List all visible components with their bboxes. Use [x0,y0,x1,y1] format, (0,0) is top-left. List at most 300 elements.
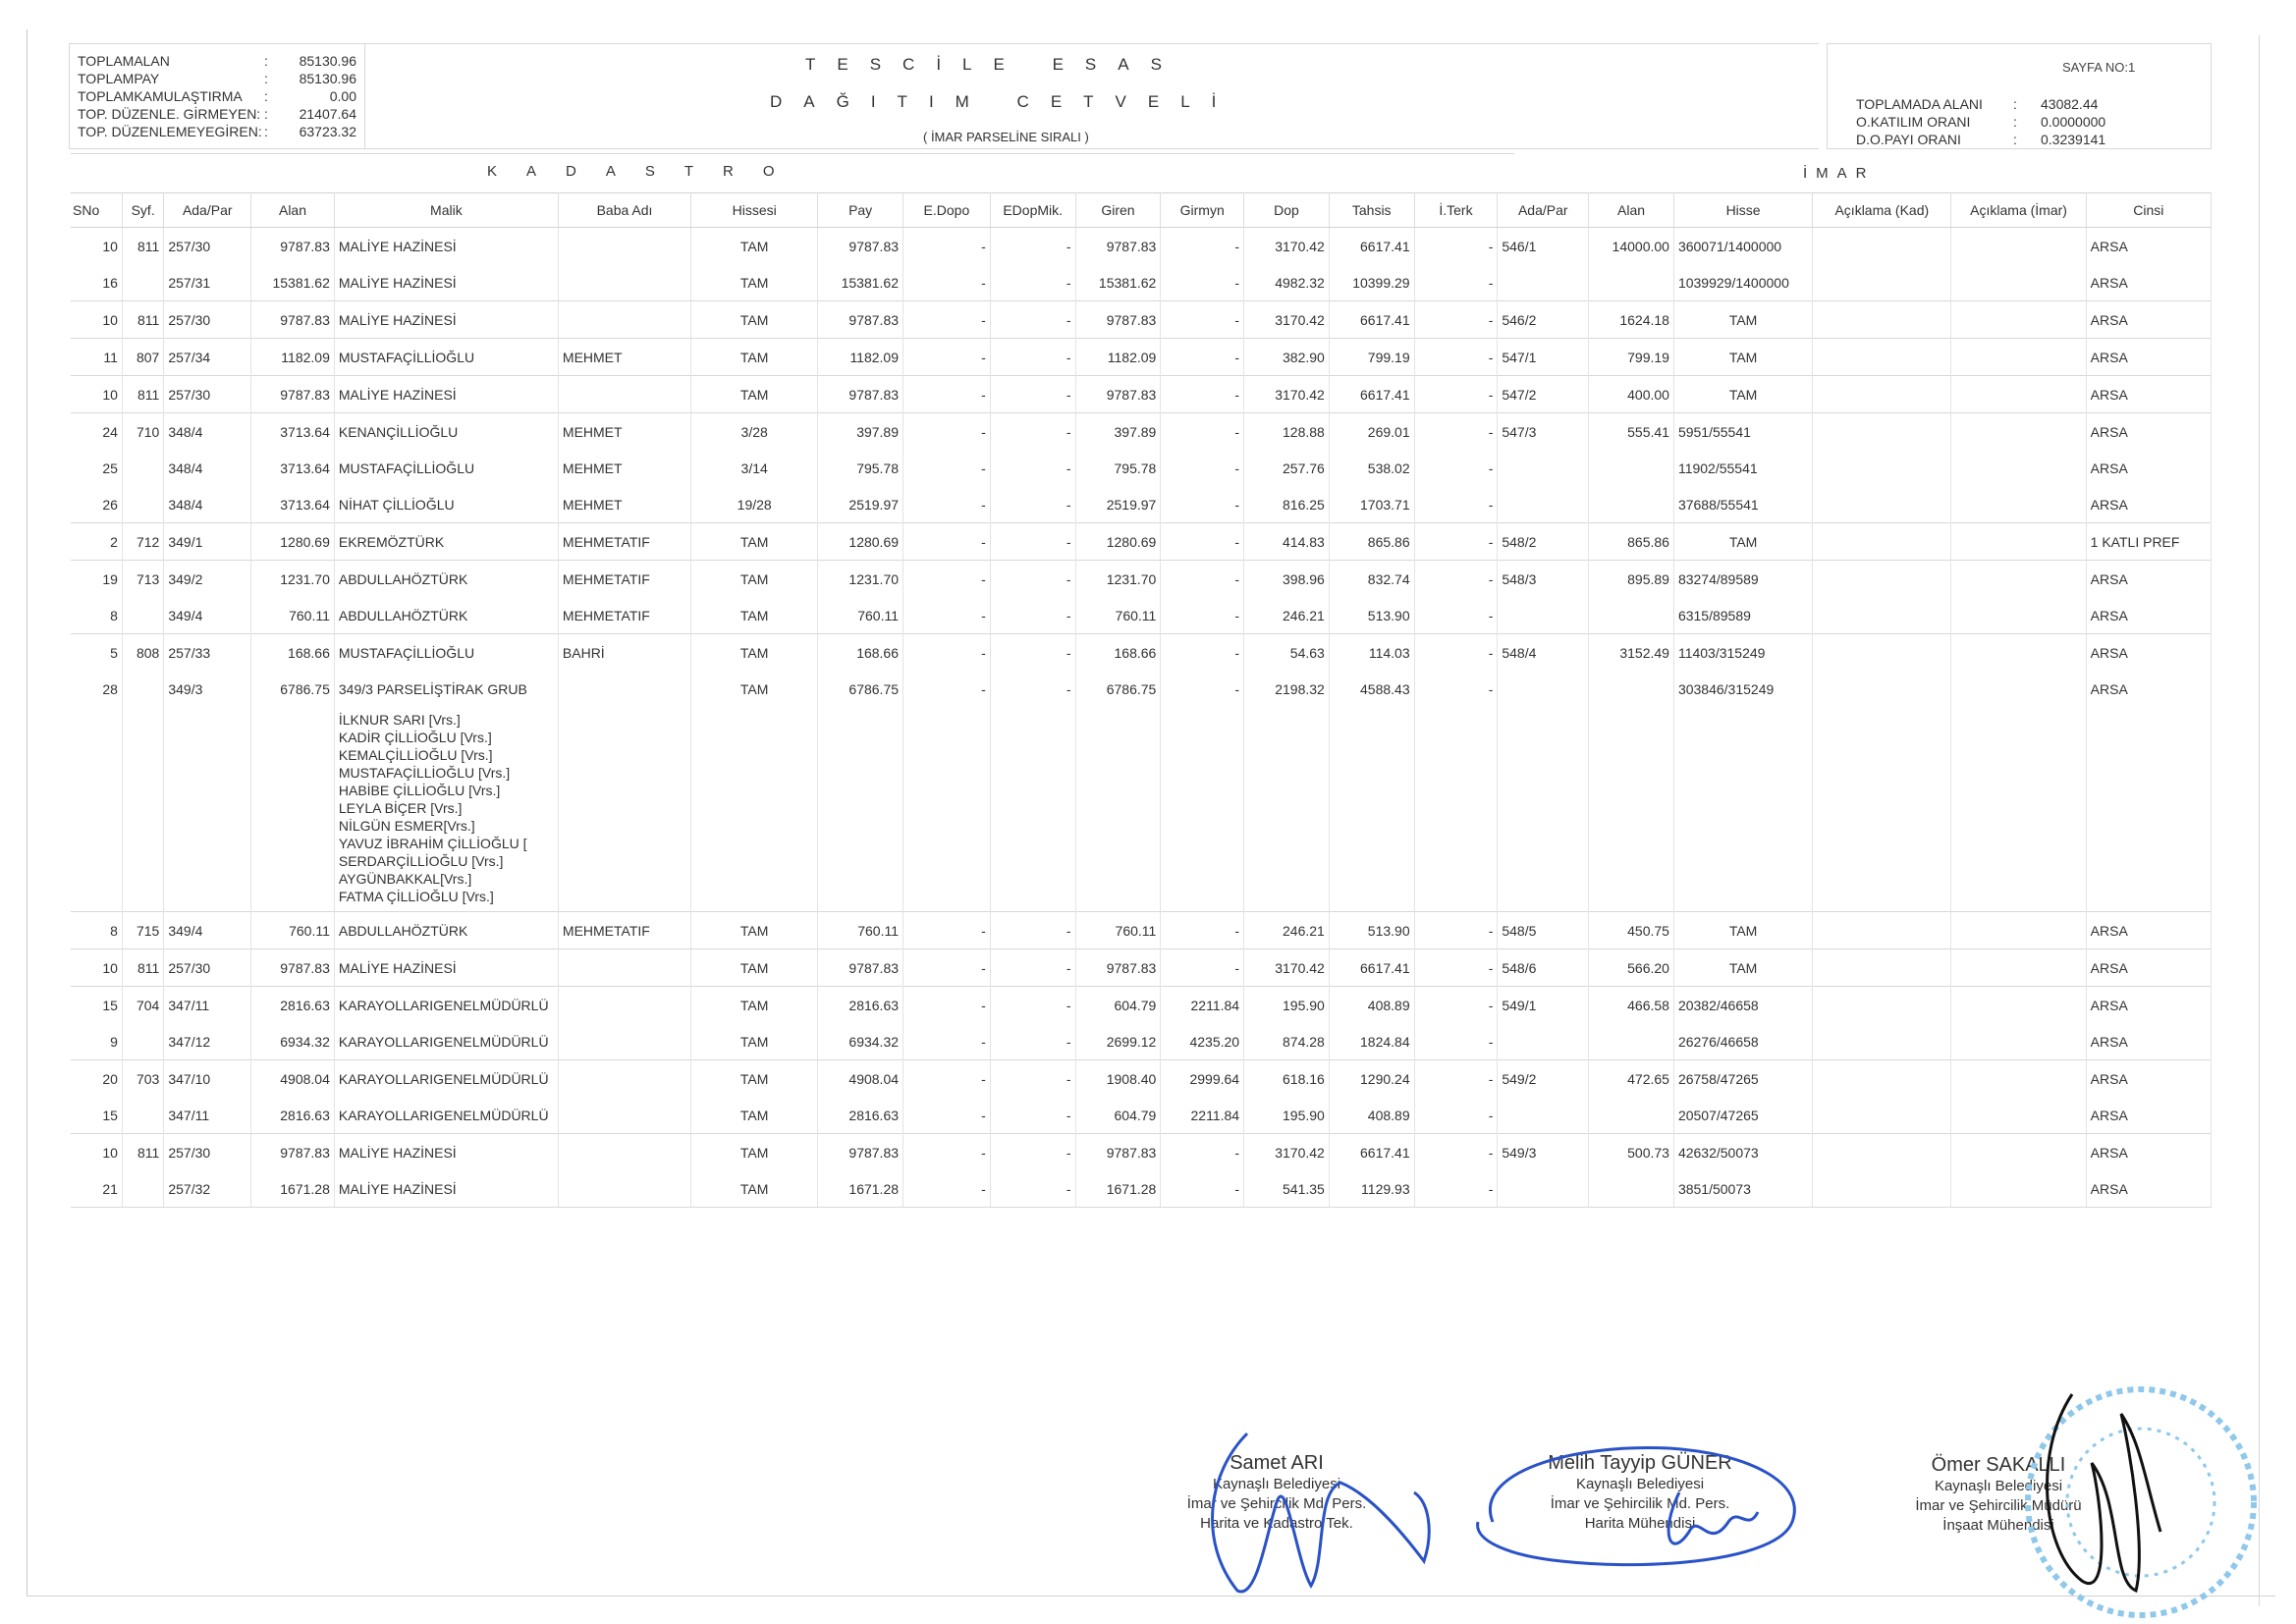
cell-hissesi: TAM [691,523,818,561]
cell-girmyn: - [1161,912,1244,949]
cell-edopmik: - [990,949,1075,987]
cell-alan: 9787.83 [251,949,335,987]
cell-baba: MEHMETATIF [558,597,690,634]
cell-baba [558,1170,690,1208]
column-header: SNo [71,193,122,228]
signer-title-line: Harita Mühendisi [1584,1515,1696,1532]
empty-cell [71,707,122,912]
cell-baba: MEHMETATIF [558,523,690,561]
cell-iadapar: 549/3 [1498,1134,1589,1171]
cell-ialan: 865.86 [1589,523,1674,561]
signer-title-line: İmar ve Şehircilik Md. Pers. [1550,1495,1730,1512]
cell-acik-kad [1813,1134,1951,1171]
cell-dop: 398.96 [1244,561,1330,598]
cell-hisse: 360071/1400000 [1673,228,1812,265]
cell-tahsis: 6617.41 [1329,949,1414,987]
cell-edopmik: - [990,912,1075,949]
cell-alan: 3713.64 [251,413,335,451]
table-row [71,264,2212,301]
cell-cinsi: ARSA [2086,561,2211,598]
table-row [71,450,2212,486]
cell-dop: 2198.32 [1244,671,1330,707]
column-header: Hissesi [691,193,818,228]
cell-girmyn: - [1161,264,1244,301]
cell-edopmik: - [990,339,1075,376]
cell-acik-kad [1813,523,1951,561]
colon: : [2013,132,2017,147]
table-row [71,671,2212,707]
table-row [71,339,2212,376]
cell-pay: 9787.83 [818,949,903,987]
cell-giren: 9787.83 [1075,1134,1161,1171]
cell-hissesi: TAM [691,1097,818,1134]
empty-cell [1161,707,1244,912]
cell-baba: MEHMET [558,450,690,486]
cell-baba [558,1097,690,1134]
empty-cell [164,707,251,912]
cell-dop: 816.25 [1244,486,1330,523]
cell-hissesi: TAM [691,987,818,1024]
cell-dop: 3170.42 [1244,228,1330,265]
cell-syf: 811 [122,376,163,413]
cell-pay: 1231.70 [818,561,903,598]
cell-cinsi: 1 KATLI PREF [2086,523,2211,561]
cell-adapar: 257/33 [164,634,251,672]
cell-acik-imar [1951,228,2086,265]
cell-girmyn: - [1161,949,1244,987]
heir-item: KADİR ÇİLLİOĞLU [Vrs.] [338,730,492,745]
cell-syf: 712 [122,523,163,561]
cell-syf [122,1023,163,1060]
totals-label: TOP. DÜZENLE. GİRMEYEN: [78,106,261,122]
cell-hissesi: TAM [691,912,818,949]
cell-hisse: 20507/47265 [1673,1097,1812,1134]
cell-iterk: - [1414,523,1498,561]
cell-hissesi: TAM [691,949,818,987]
page-number: SAYFA NO:1 [2062,60,2136,75]
ratio-value: 43082.44 [2041,96,2099,112]
cell-edopo: - [903,987,991,1024]
cell-giren: 6786.75 [1075,671,1161,707]
cell-iterk: - [1414,671,1498,707]
cell-syf: 808 [122,634,163,672]
cell-pay: 4908.04 [818,1060,903,1098]
ratio-label: O.KATILIM ORANI [1856,114,1971,130]
cell-hissesi: TAM [691,597,818,634]
cell-giren: 1908.40 [1075,1060,1161,1098]
totals-value: 85130.96 [299,71,356,86]
cell-sno: 19 [71,561,122,598]
cell-edopmik: - [990,1134,1075,1171]
cell-giren: 15381.62 [1075,264,1161,301]
cell-acik-imar [1951,301,2086,339]
table-row [71,912,2212,949]
cell-dop: 3170.42 [1244,376,1330,413]
cell-edopo: - [903,1023,991,1060]
heir-item: NİLGÜN ESMER[Vrs.] [338,818,475,834]
column-header: Tahsis [1329,193,1414,228]
table-header-row [71,193,2212,228]
column-header: Dop [1244,193,1330,228]
cell-pay: 2816.63 [818,1097,903,1134]
cell-syf: 713 [122,561,163,598]
cell-syf [122,1097,163,1134]
cell-iadapar: 548/3 [1498,561,1589,598]
cell-iadapar [1498,597,1589,634]
cell-hissesi: TAM [691,1023,818,1060]
cell-sno: 21 [71,1170,122,1208]
cell-hisse: TAM [1673,301,1812,339]
column-header: Hisse [1673,193,1812,228]
cell-acik-kad [1813,301,1951,339]
cell-hisse: 3851/50073 [1673,1170,1812,1208]
cell-malik: MALİYE HAZİNESİ [334,949,558,987]
cell-adapar: 257/30 [164,228,251,265]
cell-acik-imar [1951,1170,2086,1208]
cell-adapar: 349/1 [164,523,251,561]
signature-scribble-samet [1129,1414,1453,1610]
table-row [71,523,2212,561]
cell-acik-imar [1951,376,2086,413]
cell-baba [558,1134,690,1171]
document-title-line2: DAĞITIM CETVELİ [770,92,1238,111]
cell-pay: 168.66 [818,634,903,672]
cell-alan: 1671.28 [251,1170,335,1208]
cell-iadapar [1498,671,1589,707]
cell-iadapar [1498,264,1589,301]
cell-hissesi: 3/28 [691,413,818,451]
cell-ialan [1589,671,1674,707]
cell-acik-kad [1813,597,1951,634]
colon: : [264,106,268,122]
column-header: Baba Adı [558,193,690,228]
heir-item: YAVUZ İBRAHİM ÇİLLİOĞLU [ [338,836,527,851]
cell-acik-imar [1951,949,2086,987]
cell-ialan [1589,486,1674,523]
cell-dop: 246.21 [1244,912,1330,949]
cell-tahsis: 1703.71 [1329,486,1414,523]
table-row [71,1170,2212,1208]
column-header: Alan [1589,193,1674,228]
cell-acik-kad [1813,912,1951,949]
cell-girmyn: - [1161,376,1244,413]
cell-hisse: 11403/315249 [1673,634,1812,672]
cell-iterk: - [1414,486,1498,523]
colon: : [2013,96,2017,112]
cell-adapar: 257/30 [164,949,251,987]
cell-edopo: - [903,376,991,413]
cell-acik-imar [1951,264,2086,301]
cell-iadapar: 548/5 [1498,912,1589,949]
cell-ialan [1589,450,1674,486]
cell-hissesi: TAM [691,1170,818,1208]
cell-malik: ABDULLAHÖZTÜRK [334,912,558,949]
table-row [71,987,2212,1024]
cell-tahsis: 6617.41 [1329,228,1414,265]
cell-ialan: 1624.18 [1589,301,1674,339]
signer-title-line: İmar ve Şehircilik Md. Pers. [1186,1495,1367,1512]
cell-edopo: - [903,486,991,523]
cell-ialan [1589,1170,1674,1208]
cell-edopmik: - [990,264,1075,301]
cell-hisse: 20382/46658 [1673,987,1812,1024]
cell-dop: 3170.42 [1244,1134,1330,1171]
cell-girmyn: - [1161,301,1244,339]
cell-tahsis: 538.02 [1329,450,1414,486]
cell-giren: 760.11 [1075,597,1161,634]
cell-ialan: 555.41 [1589,413,1674,451]
cell-ialan: 14000.00 [1589,228,1674,265]
cell-acik-kad [1813,671,1951,707]
cell-edopmik: - [990,561,1075,598]
cell-edopo: - [903,1060,991,1098]
cell-giren: 604.79 [1075,1097,1161,1134]
cell-edopmik: - [990,376,1075,413]
ratio-value: 0.3239141 [2041,132,2106,147]
cell-iterk: - [1414,1060,1498,1098]
cell-edopmik: - [990,987,1075,1024]
empty-cell [1951,707,2086,912]
cell-edopmik: - [990,597,1075,634]
cell-tahsis: 408.89 [1329,987,1414,1024]
cell-hissesi: TAM [691,634,818,672]
column-header: Syf. [122,193,163,228]
cell-giren: 9787.83 [1075,376,1161,413]
cell-acik-kad [1813,376,1951,413]
cell-hisse: TAM [1673,949,1812,987]
cell-syf: 807 [122,339,163,376]
cell-girmyn: - [1161,1170,1244,1208]
cell-pay: 6934.32 [818,1023,903,1060]
empty-cell [1414,707,1498,912]
cell-pay: 9787.83 [818,1134,903,1171]
cell-edopo: - [903,264,991,301]
cell-pay: 9787.83 [818,376,903,413]
cell-tahsis: 6617.41 [1329,301,1414,339]
heir-item: SERDARÇİLLİOĞLU [Vrs.] [338,853,504,869]
cell-adapar: 257/30 [164,376,251,413]
column-header: Girmyn [1161,193,1244,228]
cell-edopmik: - [990,523,1075,561]
cell-sno: 26 [71,486,122,523]
cell-cinsi: ARSA [2086,450,2211,486]
cell-iterk: - [1414,228,1498,265]
cell-ialan: 895.89 [1589,561,1674,598]
heirs-list [334,707,558,912]
cell-sno: 9 [71,1023,122,1060]
cell-edopo: - [903,912,991,949]
cell-cinsi: ARSA [2086,1060,2211,1098]
cell-cinsi: ARSA [2086,1097,2211,1134]
empty-cell [2086,707,2211,912]
cell-sno: 20 [71,1060,122,1098]
cell-cinsi: ARSA [2086,987,2211,1024]
cell-dop: 874.28 [1244,1023,1330,1060]
cell-ialan [1589,264,1674,301]
signer-title-line: Kaynaşlı Belediyesi [1934,1478,2063,1494]
cell-syf: 715 [122,912,163,949]
column-header: Pay [818,193,903,228]
cell-pay: 15381.62 [818,264,903,301]
cell-pay: 1182.09 [818,339,903,376]
cell-malik: MALİYE HAZİNESİ [334,228,558,265]
cell-baba: MEHMETATIF [558,912,690,949]
totals-row [70,70,364,87]
cell-acik-imar [1951,1060,2086,1098]
cell-dop: 4982.32 [1244,264,1330,301]
cell-edopo: - [903,671,991,707]
cell-malik: MUSTAFAÇİLLİOĞLU [334,339,558,376]
signer-name: Samet ARI [1230,1452,1324,1474]
cell-sno: 10 [71,949,122,987]
cell-hisse: 26758/47265 [1673,1060,1812,1098]
cell-baba: MEHMET [558,486,690,523]
signer-title-line: İnşaat Mühendisi [1942,1517,2054,1534]
cell-hisse: 6315/89589 [1673,597,1812,634]
cell-edopo: - [903,1097,991,1134]
signer-title-line: Kaynaşlı Belediyesi [1575,1476,1705,1492]
totals-row [70,123,364,140]
ratio-label: TOPLAMADA ALANI [1856,96,1983,112]
ratio-value: 0.0000000 [2041,114,2106,130]
cell-sno: 10 [71,228,122,265]
cell-iadapar: 547/2 [1498,376,1589,413]
cell-edopmik: - [990,228,1075,265]
cell-acik-kad [1813,949,1951,987]
cell-syf: 704 [122,987,163,1024]
cell-hissesi: TAM [691,561,818,598]
cell-girmyn: - [1161,561,1244,598]
cell-adapar: 349/4 [164,912,251,949]
cell-tahsis: 114.03 [1329,634,1414,672]
cell-acik-kad [1813,339,1951,376]
cell-edopo: - [903,301,991,339]
cell-ialan: 500.73 [1589,1134,1674,1171]
column-header: Ada/Par [164,193,251,228]
cell-tahsis: 799.19 [1329,339,1414,376]
signer-title-line: Harita ve Kadastro Tek. [1200,1515,1353,1532]
cell-sno: 8 [71,597,122,634]
cell-girmyn: 2211.84 [1161,987,1244,1024]
cell-alan: 2816.63 [251,987,335,1024]
cell-adapar: 347/12 [164,1023,251,1060]
cell-alan: 2816.63 [251,1097,335,1134]
cell-cinsi: ARSA [2086,228,2211,265]
empty-cell [251,707,335,912]
cell-dop: 246.21 [1244,597,1330,634]
cell-giren: 168.66 [1075,634,1161,672]
cell-hisse: 83274/89589 [1673,561,1812,598]
cell-dop: 54.63 [1244,634,1330,672]
cell-tahsis: 1824.84 [1329,1023,1414,1060]
cell-hisse: 42632/50073 [1673,1134,1812,1171]
cell-acik-imar [1951,561,2086,598]
cell-baba [558,1060,690,1098]
cell-malik: NİHAT ÇİLLİOĞLU [334,486,558,523]
section-imar: İMAR [1803,165,1876,182]
cell-edopmik: - [990,1023,1075,1060]
totals-box [69,43,365,149]
totals-value: 0.00 [329,88,356,104]
empty-cell [1673,707,1812,912]
cell-iterk: - [1414,413,1498,451]
document-subtitle: ( İMAR PARSELİNE SIRALI ) [923,130,1089,144]
cell-sno: 28 [71,671,122,707]
cell-baba [558,264,690,301]
cell-iterk: - [1414,561,1498,598]
ratio-row [1856,113,2159,131]
cell-edopmik: - [990,671,1075,707]
cell-alan: 4908.04 [251,1060,335,1098]
cell-hisse: TAM [1673,339,1812,376]
cell-malik: ABDULLAHÖZTÜRK [334,561,558,598]
cell-acik-imar [1951,1023,2086,1060]
cell-hissesi: TAM [691,228,818,265]
cell-adapar: 257/34 [164,339,251,376]
cell-edopo: - [903,413,991,451]
cell-malik: KARAYOLLARIGENELMÜDÜRLÜ [334,1023,558,1060]
cell-iterk: - [1414,264,1498,301]
cell-syf: 811 [122,301,163,339]
cell-iterk: - [1414,301,1498,339]
cell-adapar: 348/4 [164,450,251,486]
cell-iadapar: 548/4 [1498,634,1589,672]
column-header: Açıklama (İmar) [1951,193,2086,228]
cell-adapar: 349/3 [164,671,251,707]
cell-giren: 795.78 [1075,450,1161,486]
cell-acik-kad [1813,228,1951,265]
cell-dop: 257.76 [1244,450,1330,486]
cell-hisse: TAM [1673,376,1812,413]
cell-cinsi: ARSA [2086,264,2211,301]
cell-acik-imar [1951,339,2086,376]
totals-label: TOPLAMPAY [78,71,160,86]
cell-alan: 6786.75 [251,671,335,707]
cell-acik-kad [1813,264,1951,301]
cell-sno: 15 [71,987,122,1024]
cell-iterk: - [1414,1170,1498,1208]
cell-acik-imar [1951,912,2086,949]
empty-cell [1075,707,1161,912]
signer-name: Melih Tayyip GÜNER [1548,1452,1732,1474]
cell-adapar: 349/4 [164,597,251,634]
cell-sno: 16 [71,264,122,301]
table-row [71,413,2212,451]
cell-girmyn: 4235.20 [1161,1023,1244,1060]
cell-girmyn: - [1161,523,1244,561]
column-header: Malik [334,193,558,228]
cell-tahsis: 6617.41 [1329,376,1414,413]
table-row [71,949,2212,987]
cell-acik-kad [1813,1023,1951,1060]
cell-alan: 9787.83 [251,1134,335,1171]
cell-alan: 1231.70 [251,561,335,598]
cell-malik: ABDULLAHÖZTÜRK [334,597,558,634]
table-row [71,634,2212,672]
column-header: Alan [251,193,335,228]
cell-pay: 760.11 [818,912,903,949]
cell-girmyn: - [1161,413,1244,451]
cell-hisse: TAM [1673,912,1812,949]
cell-iadapar [1498,1023,1589,1060]
cell-acik-kad [1813,1170,1951,1208]
cell-hisse: 5951/55541 [1673,413,1812,451]
empty-cell [903,707,991,912]
cell-hisse: 26276/46658 [1673,1023,1812,1060]
cell-syf [122,486,163,523]
colon: : [264,88,268,104]
cell-iterk: - [1414,949,1498,987]
